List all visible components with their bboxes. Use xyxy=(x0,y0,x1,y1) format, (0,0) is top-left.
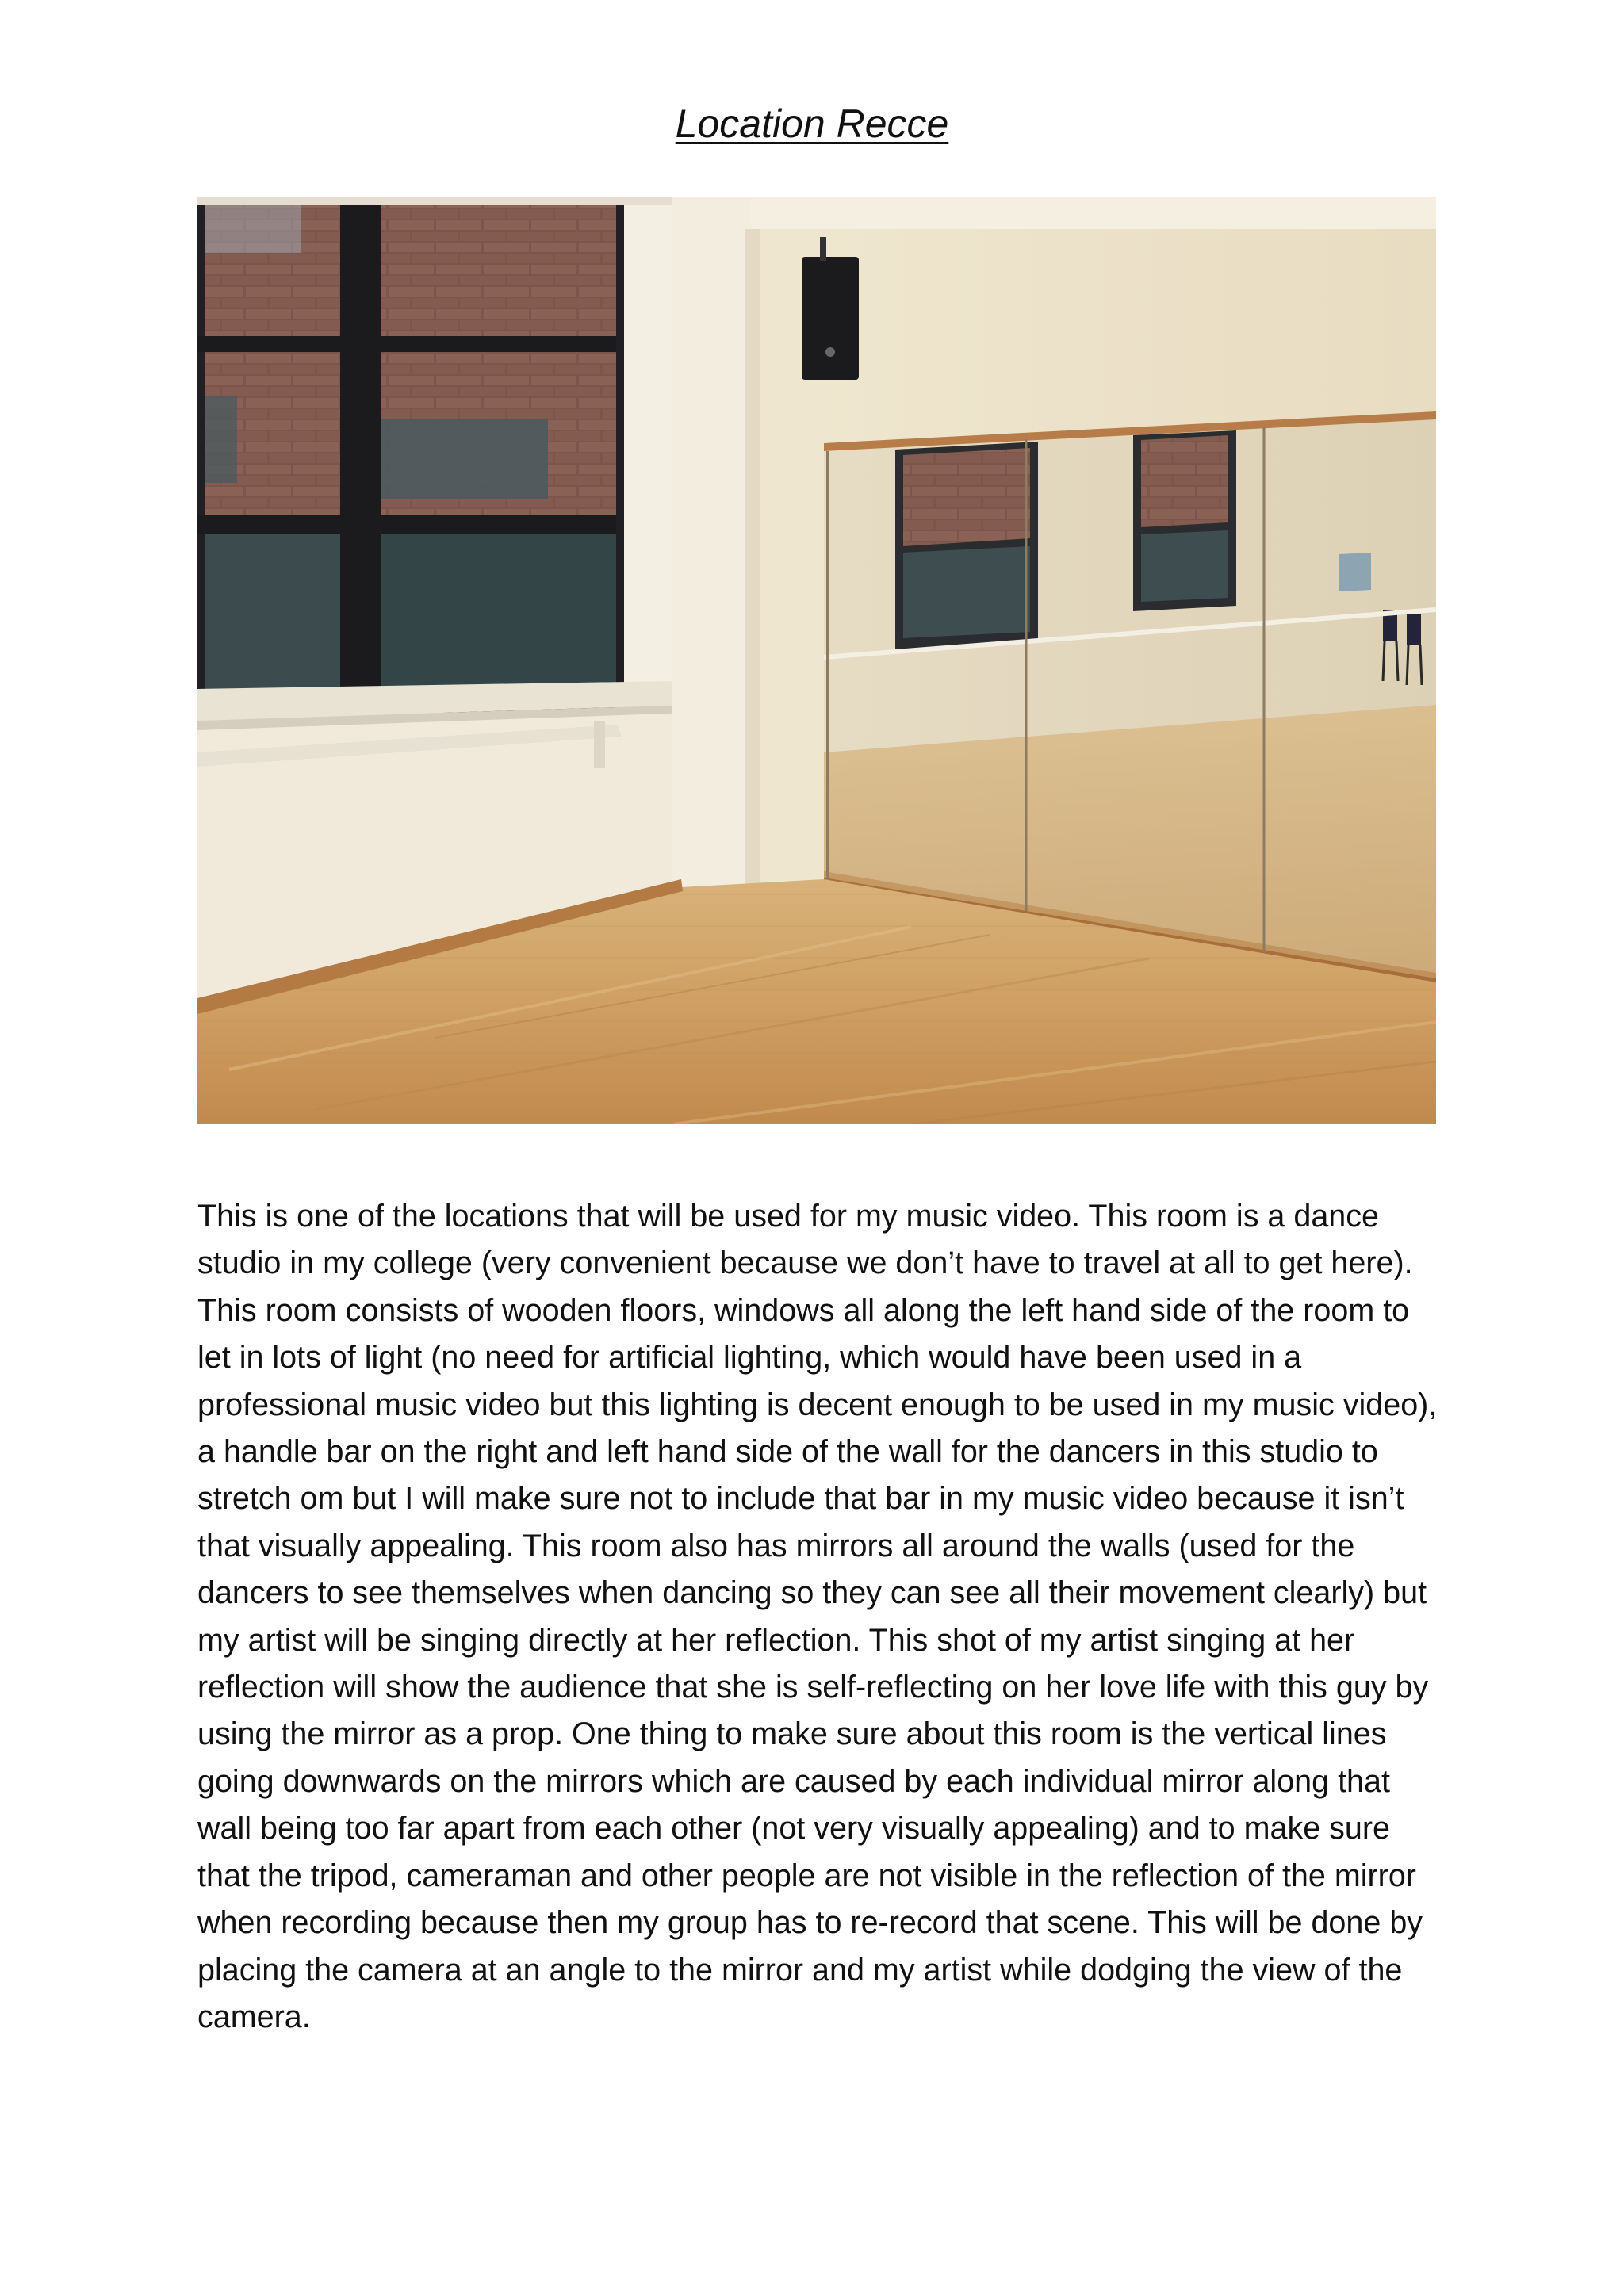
page-title: Location Recce xyxy=(675,101,949,146)
body-paragraph: This is one of the locations that will be used for my music video. This room is a dance studio in my college (very convenient because we don’t have to travel at all to get here). This room consists of wooden floors, windows all along the left hand side of the room to let in lots of light (no need for artificial lighting, which would have been used in a professional music video but this lighting is decent enough to be used in my music video), a handle bar on the right and left hand side of the wall for the dancers in this studio to stretch om but I will make sure not to include that bar in my music video because it isn’t that visually appealing. This room also has mirrors all around the walls (used for the dancers to see themselves when dancing so they can see all their movement clearly) but my artist will be singing directly at her reflection. This shot of my artist singing at her reflection will show the audience that she is self-reflecting on her love life with this guy by using the mirror as a prop. One thing to make sure about this room is the vertical lines going downwards on the mirrors which are caused by each individual mirror along that wall being too far apart from each other (not very visually appealing) and to make sure that the tripod, cameraman and other people are not visible in the reflection of the mirror when recording because then my group has to re-record that scene. This will be done by placing the camera at an angle to the mirror and my artist while dodging the view of the camera. xyxy=(197,1199,1438,2034)
dance-studio-photo xyxy=(197,197,1436,1124)
